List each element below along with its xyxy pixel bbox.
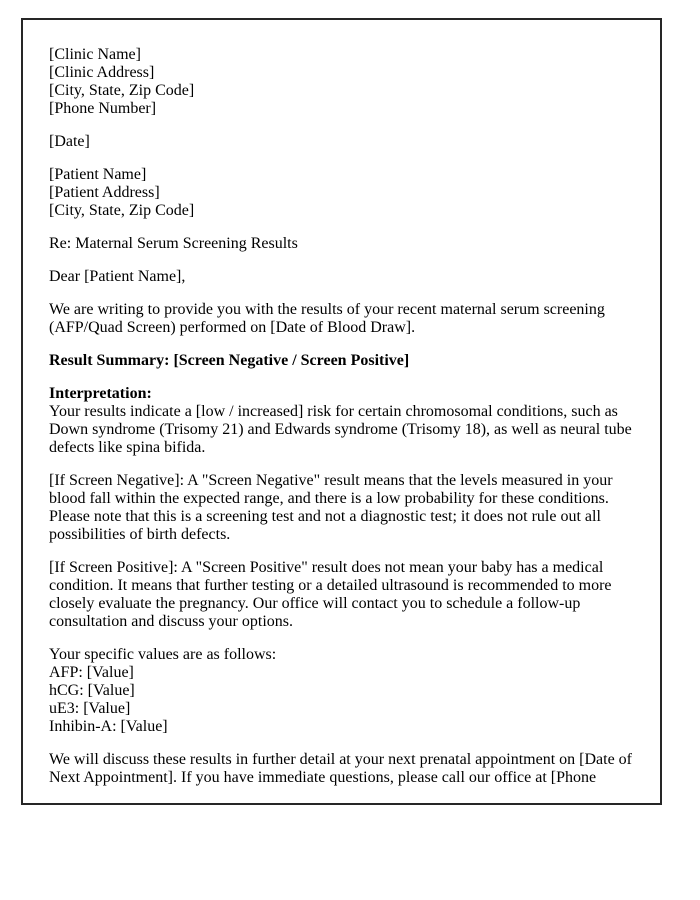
date-line: [Date] [49,133,90,150]
values-section [49,646,646,736]
patient-name-line: [Patient Name] [49,166,147,183]
value-hcg-line: hCG: [Value] [49,682,135,699]
interpretation-section [49,385,646,457]
value-afp-line: AFP: [Value] [49,664,134,681]
patient-address-line: [Patient Address] [49,184,160,201]
clinic-address-block [49,46,646,118]
letter-page [21,18,662,805]
interpretation-heading: Interpretation: [49,385,152,402]
interpretation-body: Your results indicate a [low / increased] risk for certain chromosomal conditions, such as Down syndrome (Trisomy 21) and Edwards syndrome (Trisomy 18), as well as neural tube defects like spina bifida. [49,403,632,456]
intro-paragraph: We are writing to provide you with the results of your recent maternal serum screening (AFP/Quad Screen) performed on [Date of Blood Draw]. [49,301,605,336]
clinic-city-state-zip-line: [City, State, Zip Code] [49,82,195,99]
patient-city-state-zip-line: [City, State, Zip Code] [49,202,195,219]
clinic-name-line: [Clinic Name] [49,46,141,63]
closing-paragraph: We will discuss these results in further detail at your next prenatal appointment on [Date of Next Appointment]. If you have immediate questions, please call our office at [Phone [49,751,632,786]
screen-positive-paragraph: [If Screen Positive]: A "Screen Positive" result does not mean your baby has a medical condition. It means that further testing or a detailed ultrasound is recommended to more closely evaluate the pregnancy. Our office will contact you to schedule a follow-up consultation and discuss your options. [49,559,612,630]
screen-negative-paragraph: [If Screen Negative]: A "Screen Negative" result means that the levels measured in your blood fall within the expected range, and there is a low probability for these conditions. Please note that this is a screening test and not a diagnostic test; it does not rule out all possibilities of birth defects. [49,472,613,543]
values-intro-line: Your specific values are as follows: [49,646,277,663]
salutation-line: Dear [Patient Name], [49,268,186,285]
patient-address-block [49,166,646,220]
value-ue3-line: uE3: [Value] [49,700,131,717]
result-summary-line: Result Summary: [Screen Negative / Screen Positive] [49,352,410,369]
subject-line: Re: Maternal Serum Screening Results [49,235,298,252]
clinic-address-line: [Clinic Address] [49,64,155,81]
value-inhibin-a-line: Inhibin-A: [Value] [49,718,168,735]
clinic-phone-line: [Phone Number] [49,100,157,117]
